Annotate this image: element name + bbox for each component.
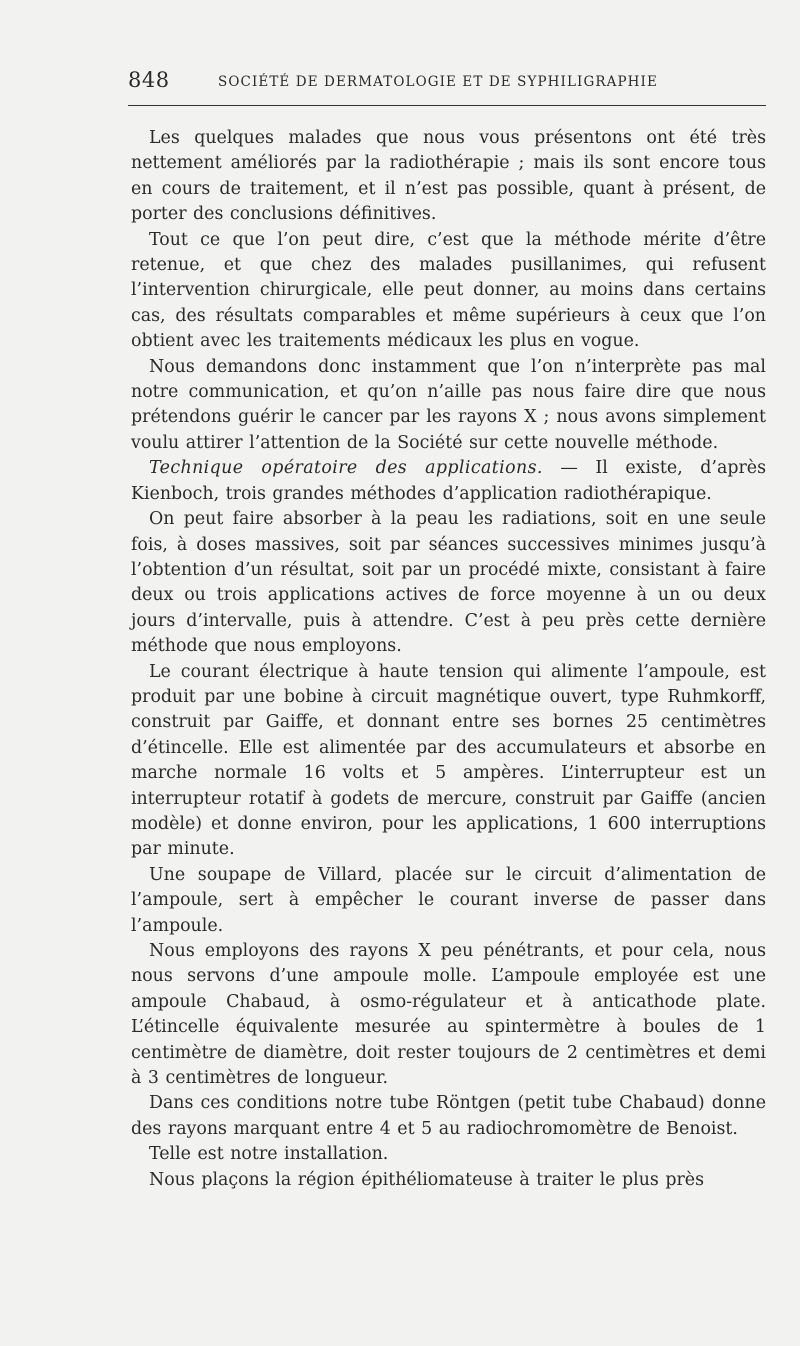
page-header (128, 58, 766, 98)
paragraph: Une soupape de Villard, placée sur le circuit d’alimentation de l’ampoule, sert à empêcher le courant inverse de passer dans l’ampoule. (131, 864, 766, 936)
paragraph: On peut faire absorber à la peau les radiations, soit en une seule fois, à doses massives, soit par séances successives minimes jusqu’à l’obtention d’un résultat, soit par un procédé mixte, consistant à faire deux ou trois applications actives de force moyenne à un ou deux jours d’intervalle, puis à attendre. C’est à peu près cette dernière méthode que nous employons. (131, 509, 766, 657)
page-number: 848 (128, 68, 170, 92)
paragraph: Tout ce que l’on peut dire, c’est que la méthode mérite d’être retenue, et que chez des malades pusillanimes, qui refusent l’intervention chirurgicale, elle peut donner, au moins dans certains cas, des résultats comparables et même supérieurs à ceux que l’on obtient avec les traitements médicaux les plus en vogue. (131, 229, 766, 352)
paragraph: Telle est notre installation. (149, 1144, 389, 1165)
paragraph: Le courant électrique à haute tension qui alimente l’ampoule, est produit par une bobine à circuit magnétique ouvert, type Ruhmkorff, construit par Gaiffe, et donnant entre ses bornes 25 centimètres d’étincelle. Elle est alimentée par des accumulateurs et absorbe en marche normale 16 volts et 5 ampères. L’interrupteur est un interrupteur rotatif à godets de mercure, construit par Gaiffe (ancien modèle) et donne environ, pour les applications, 1 600 interruptions par minute. (131, 661, 766, 860)
paragraph (131, 456, 766, 507)
running-title: SOCIÉTÉ DE DERMATOLOGIE ET DE SYPHILIGRAPHIE (218, 74, 658, 90)
paragraph: Nous demandons donc instamment que l’on n’interprète pas mal notre communication, et qu’on n’aille pas nous faire dire que nous prétendons guérir le cancer par les rayons X ; nous avons simplement voulu attirer l’attention de la Société sur cette nouvelle méthode. (131, 356, 766, 453)
paragraph: Nous employons des rayons X peu pénétrants, et pour cela, nous nous servons d’une ampoule molle. L’ampoule employée est une ampoule Chabaud, à osmo-régulateur et à anticathode plate. L’étincelle équivalente mesurée au spintermètre à boules de 1 centimètre de diamètre, doit rester toujours de 2 centimètres et demi à 3 centimètres de longueur. (131, 941, 766, 1089)
header-rule (128, 105, 766, 106)
paragraph: Nous plaçons la région épithéliomateuse à traiter le plus près (149, 1169, 705, 1190)
paragraph: Les quelques malades que nous vous présentons ont été très nettement améliorés par la radiothérapie ; mais ils sont encore tous en cours de traitement, et il n’est pas possible, quant à présent, de porter des conclusions définitives. (131, 128, 766, 225)
body-text (131, 126, 766, 1193)
paragraph: Dans ces conditions notre tube Röntgen (petit tube Chabaud) donne des rayons marquant entre 4 et 5 au radiochromomètre de Benoist. (131, 1093, 766, 1139)
paragraph-text: — Il existe, d’après Kienboch, trois grandes méthodes d’application radiothérapique. (131, 458, 766, 504)
section-heading: Technique opératoire des applications. (149, 458, 543, 479)
